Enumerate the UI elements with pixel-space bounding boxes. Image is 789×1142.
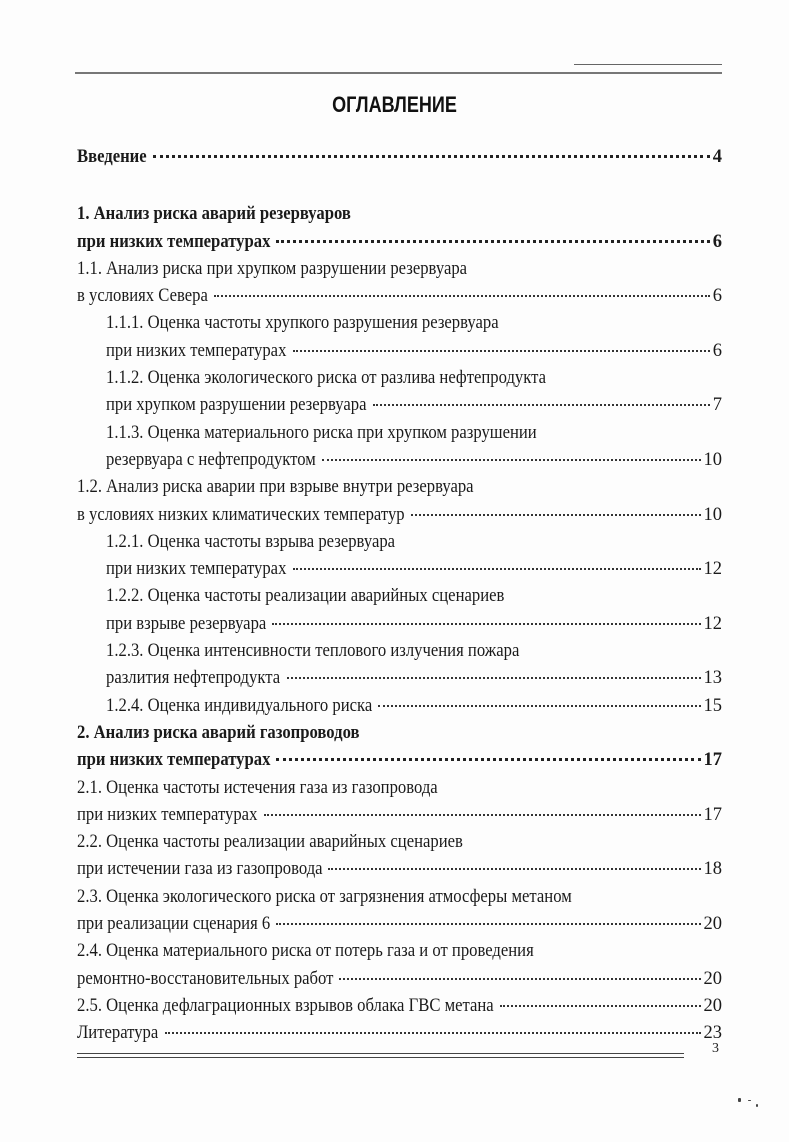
toc-entry-page: 20 bbox=[703, 995, 722, 1016]
toc-entry-body bbox=[77, 720, 722, 747]
toc-entry-page: 4 bbox=[712, 147, 722, 167]
dot-leader bbox=[276, 240, 709, 243]
dot-leader bbox=[328, 868, 700, 870]
toc-entry-body bbox=[77, 201, 722, 228]
toc-entry-page: 10 bbox=[703, 504, 722, 525]
dot-leader bbox=[272, 623, 700, 625]
scan-speck bbox=[756, 1104, 758, 1107]
toc-entry-title: при низких температурах bbox=[106, 340, 287, 361]
toc-entry-title: 2.2. Оценка частоты реализации аварийных сценариев bbox=[77, 832, 463, 853]
dot-leader bbox=[264, 814, 701, 816]
toc-entry[interactable] bbox=[77, 829, 722, 856]
toc-entry[interactable] bbox=[77, 747, 722, 774]
toc-entry-title: 2.3. Оценка экологического риска от загрязнения атмосферы метаном bbox=[77, 886, 572, 907]
toc-entry[interactable] bbox=[77, 556, 722, 583]
dot-leader bbox=[293, 568, 701, 570]
toc-entry-body bbox=[77, 802, 704, 829]
toc-entry-body bbox=[106, 365, 722, 392]
toc-entry-body bbox=[106, 529, 722, 556]
toc-entry-title: Литература bbox=[77, 1023, 159, 1044]
toc-entry[interactable] bbox=[77, 201, 722, 228]
toc-entry-title: 1.1.1. Оценка частоты хрупкого разрушения резервуара bbox=[106, 313, 499, 334]
toc-entry-body bbox=[77, 993, 704, 1020]
toc-entry-page: 15 bbox=[703, 695, 722, 716]
toc-entry-page: 6 bbox=[712, 340, 722, 361]
toc-entry-body bbox=[77, 884, 722, 911]
toc-entry-body bbox=[77, 502, 704, 529]
toc-entry-page: 18 bbox=[703, 859, 722, 880]
toc-entry-body bbox=[106, 310, 722, 337]
dot-leader bbox=[293, 350, 710, 352]
toc-entry-page: 10 bbox=[703, 449, 722, 470]
toc-entry[interactable] bbox=[77, 993, 722, 1020]
toc-entry-title: 1.2.4. Оценка индивидуального риска bbox=[106, 695, 373, 716]
toc-entry-body bbox=[106, 420, 722, 447]
toc-entry-body bbox=[106, 693, 704, 720]
toc-entry-title: при реализации сценария 6 bbox=[77, 914, 271, 935]
toc-entry-page: 20 bbox=[703, 968, 722, 989]
toc-entry[interactable] bbox=[77, 693, 722, 720]
footer-rule-top bbox=[77, 1053, 684, 1054]
toc-entry-title: ремонтно-восстановительных работ bbox=[77, 968, 334, 989]
footer-rule-bottom bbox=[77, 1057, 684, 1058]
header-rule bbox=[75, 72, 722, 74]
toc-entry[interactable] bbox=[77, 884, 722, 911]
page-number: 3 bbox=[712, 1041, 719, 1056]
dot-leader bbox=[500, 1005, 701, 1007]
toc-entry-title: при низких температурах bbox=[77, 750, 271, 771]
toc-entry-body bbox=[106, 392, 713, 419]
toc-entry-title: 2.1. Оценка частоты истечения газа из газопровода bbox=[77, 777, 438, 798]
toc-entry-page: 7 bbox=[712, 395, 722, 416]
toc-entry-title: 2.5. Оценка дефлаграционных взрывов облака ГВС метана bbox=[77, 995, 494, 1016]
toc-entry-title: разлития нефтепродукта bbox=[106, 668, 281, 689]
toc-entry-body bbox=[77, 256, 722, 283]
toc-entry-title: в условиях Севера bbox=[77, 286, 208, 307]
toc-entry-title: 1.1. Анализ риска при хрупком разрушении резервуара bbox=[77, 258, 468, 279]
toc-entry-title: при хрупком разрушении резервуара bbox=[106, 395, 367, 416]
toc-entry[interactable] bbox=[77, 447, 722, 474]
dot-leader bbox=[276, 923, 701, 925]
toc-entry-body bbox=[77, 775, 722, 802]
toc-entry-title: 2.4. Оценка материального риска от потерь газа и от проведения bbox=[77, 941, 534, 962]
toc-entry-title: 1.2. Анализ риска аварии при взрыве внутри резервуара bbox=[77, 477, 474, 498]
dot-leader bbox=[153, 155, 710, 158]
scan-speck bbox=[748, 1100, 751, 1101]
toc-entry[interactable] bbox=[77, 720, 722, 747]
toc-entry[interactable] bbox=[77, 665, 722, 692]
dot-leader bbox=[373, 404, 710, 406]
toc-entry[interactable] bbox=[77, 1020, 722, 1047]
toc-entry-title: при низких температурах bbox=[106, 559, 287, 580]
toc-entry-body bbox=[77, 966, 704, 993]
toc-entry[interactable] bbox=[77, 256, 722, 283]
toc-entry-title: 1.2.1. Оценка частоты взрыва резервуара bbox=[106, 531, 396, 552]
toc-entry[interactable] bbox=[77, 775, 722, 802]
toc-entry[interactable] bbox=[77, 802, 722, 829]
page-title: ОГЛАВЛЕНИЕ bbox=[332, 92, 457, 117]
toc-entry-title: Введение bbox=[77, 147, 147, 167]
toc-entry[interactable] bbox=[77, 229, 722, 256]
toc-entry-page: 17 bbox=[703, 750, 722, 771]
toc-entry-body bbox=[77, 283, 713, 310]
toc-entry-title: в условиях низких климатических температур bbox=[77, 504, 405, 525]
toc-entry-title: 1.1.3. Оценка материального риска при хрупком разрушении bbox=[106, 422, 537, 443]
toc-entry-title: 1.1.2. Оценка экологического риска от разлива нефтепродукта bbox=[106, 368, 547, 389]
dot-leader bbox=[276, 758, 700, 761]
toc-entry-page: 12 bbox=[703, 613, 722, 634]
table-of-contents bbox=[77, 144, 722, 1048]
toc-entry[interactable] bbox=[77, 966, 722, 993]
toc-entry[interactable] bbox=[77, 310, 722, 337]
toc-entry-body bbox=[77, 938, 722, 965]
toc-entry[interactable] bbox=[77, 338, 722, 365]
toc-entry-title: при низких температурах bbox=[77, 231, 271, 252]
toc-entry[interactable] bbox=[77, 365, 722, 392]
dot-leader bbox=[411, 514, 701, 516]
toc-entry[interactable] bbox=[77, 529, 722, 556]
dot-leader bbox=[339, 978, 700, 980]
dot-leader bbox=[378, 705, 700, 707]
toc-entry[interactable] bbox=[77, 938, 722, 965]
scan-speck bbox=[738, 1098, 741, 1102]
toc-entry-title: 2. Анализ риска аварий газопроводов bbox=[77, 722, 360, 743]
toc-entry-body bbox=[106, 338, 713, 365]
dot-leader bbox=[287, 677, 701, 679]
toc-entry-page: 13 bbox=[703, 668, 722, 689]
toc-entry-body bbox=[106, 556, 704, 583]
toc-entry[interactable] bbox=[77, 392, 722, 419]
dot-leader bbox=[165, 1032, 701, 1034]
toc-entry[interactable] bbox=[77, 144, 722, 171]
toc-entry-body bbox=[77, 474, 722, 501]
toc-entry[interactable] bbox=[77, 611, 722, 638]
toc-entry-body bbox=[77, 911, 704, 938]
toc-entry[interactable] bbox=[77, 638, 722, 665]
toc-entry-title: при взрыве резервуара bbox=[106, 613, 267, 634]
toc-entry[interactable] bbox=[77, 502, 722, 529]
toc-entry-body bbox=[77, 829, 722, 856]
toc-entry-body bbox=[106, 638, 722, 665]
toc-entry-page: 23 bbox=[703, 1023, 722, 1044]
dot-leader bbox=[322, 459, 701, 461]
toc-entry-body bbox=[77, 144, 713, 171]
toc-entry-body bbox=[77, 856, 704, 883]
header-rule-short bbox=[574, 64, 722, 65]
toc-entry-page: 20 bbox=[703, 914, 722, 935]
toc-entry-title: при истечении газа из газопровода bbox=[77, 859, 323, 880]
toc-entry-body bbox=[77, 747, 704, 774]
toc-entry[interactable] bbox=[77, 911, 722, 938]
toc-entry-title: при низких температурах bbox=[77, 804, 258, 825]
toc-entry-title: резервуара с нефтепродуктом bbox=[106, 449, 316, 470]
toc-entry-page: 6 bbox=[712, 231, 722, 252]
toc-entry-body bbox=[77, 1020, 704, 1047]
toc-entry-body bbox=[106, 665, 704, 692]
toc-entry[interactable] bbox=[77, 283, 722, 310]
toc-entry-page: 17 bbox=[703, 804, 722, 825]
toc-entry[interactable] bbox=[77, 856, 722, 883]
toc-spacer bbox=[77, 171, 722, 201]
toc-entry-page: 12 bbox=[703, 559, 722, 580]
toc-entry-title: 1.2.2. Оценка частоты реализации аварийных сценариев bbox=[106, 586, 505, 607]
toc-entry-body bbox=[106, 447, 704, 474]
toc-entry[interactable] bbox=[77, 474, 722, 501]
toc-entry-body bbox=[77, 229, 713, 256]
toc-entry-body bbox=[106, 583, 722, 610]
toc-entry-title: 1. Анализ риска аварий резервуаров bbox=[77, 204, 351, 225]
toc-entry-body bbox=[106, 611, 704, 638]
toc-entry[interactable] bbox=[77, 420, 722, 447]
toc-entry-page: 6 bbox=[712, 286, 722, 307]
dot-leader bbox=[214, 295, 709, 297]
toc-entry[interactable] bbox=[77, 583, 722, 610]
toc-entry-title: 1.2.3. Оценка интенсивности теплового излучения пожара bbox=[106, 641, 520, 662]
